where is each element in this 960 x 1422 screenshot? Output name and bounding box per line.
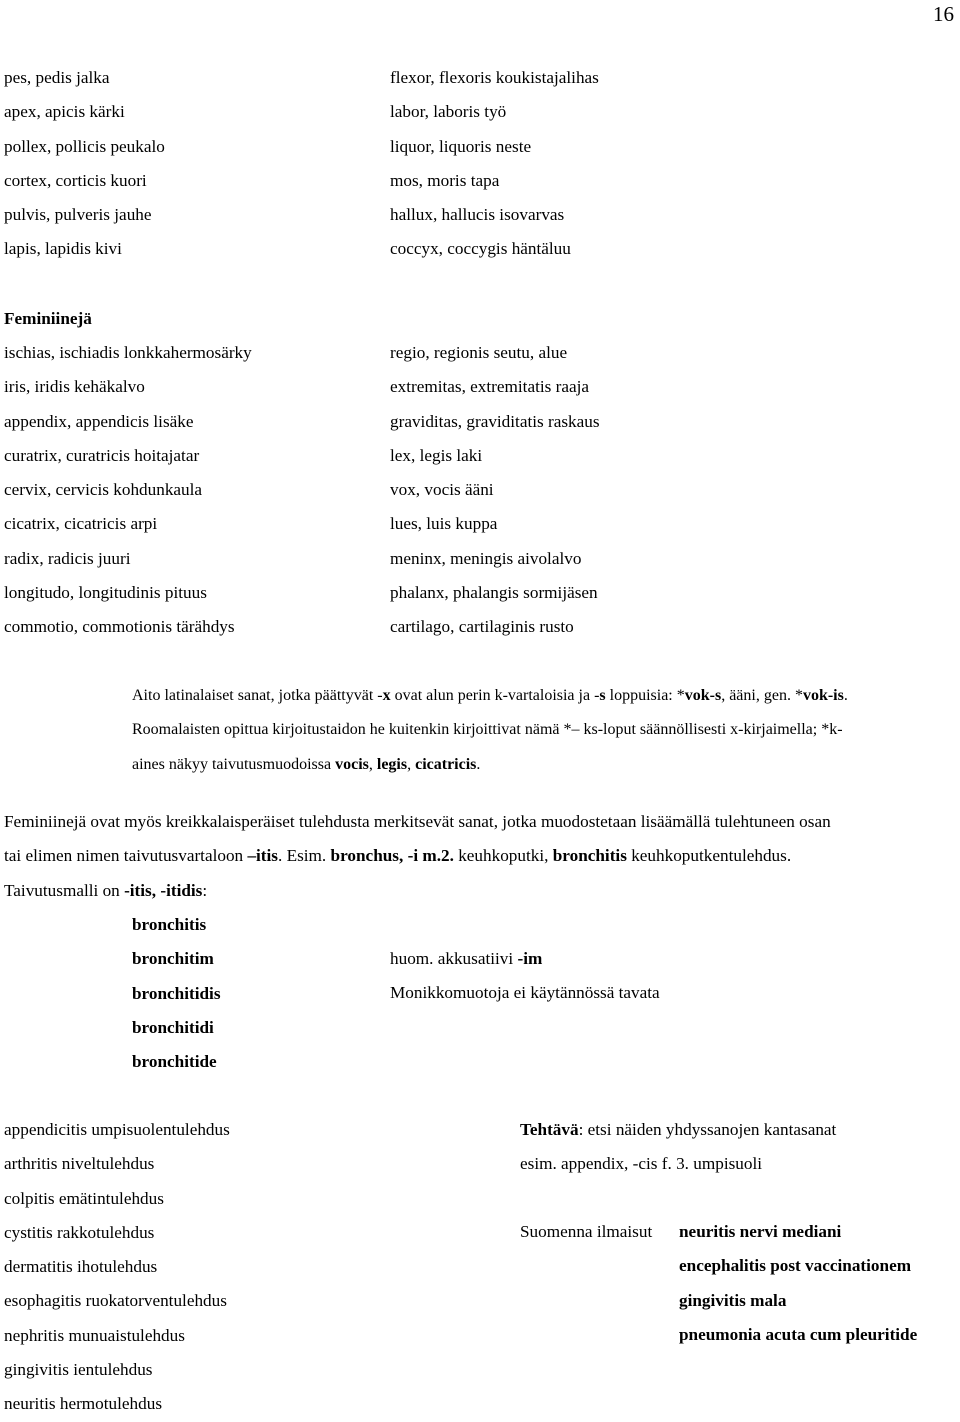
- vocab-item: arthritis niveltulehdus: [4, 1154, 155, 1174]
- vocab-item: coccyx, coccygis häntäluu: [390, 239, 571, 259]
- vocab-item: lues, luis kuppa: [390, 514, 498, 534]
- vocab-item: cartilago, cartilaginis rusto: [390, 617, 574, 637]
- latin-phrase: pneumonia acuta cum pleuritide: [679, 1324, 918, 1344]
- vocab-item: cystitis rakkotulehdus: [4, 1222, 155, 1242]
- vocab-item: pes, pedis jalka: [4, 68, 110, 87]
- note-line: Aito latinalaiset sanat, jotka päättyvät -x ovat alun perin k-vartaloisia ja -s loppuisia: *vok-s, ääni, gen. *vok-is.: [132, 687, 848, 704]
- paragraph-line: tai elimen nimen taivutusvartaloon –itis. Esim. bronchus, -i m.2. keuhkoputki, bronchitis keuhkoputkentulehdus.: [4, 846, 792, 866]
- task-example: esim. appendix, -cis f. 3. umpisuoli: [520, 1154, 763, 1173]
- vocab-item: curatrix, curatricis hoitajatar: [4, 445, 200, 465]
- vocab-item: liquor, liquoris neste: [390, 136, 532, 156]
- vocab-item: appendicitis umpisuolentulehdus: [4, 1120, 230, 1139]
- etymology-note: [132, 679, 952, 782]
- vocab-item: radix, radicis juuri: [4, 548, 131, 568]
- vocab-item: hallux, hallucis isovarvas: [390, 205, 565, 225]
- paradigm-form: bronchitide: [132, 1052, 217, 1072]
- vocab-item: commotio, commotionis tärähdys: [4, 617, 235, 637]
- vocab-item: phalanx, phalangis sormijäsen: [390, 583, 598, 603]
- top-right-column: [390, 61, 599, 267]
- paradigm-form: bronchitis: [132, 915, 207, 934]
- vocab-item: vox, vocis ääni: [390, 480, 494, 500]
- vocab-item: labor, laboris työ: [390, 102, 507, 122]
- accusative-note: huom. akkusatiivi -im: [390, 949, 543, 968]
- vocab-item: ischias, ischiadis lonkkahermosärky: [4, 343, 252, 362]
- paradigm-form: bronchitidis: [132, 983, 221, 1003]
- paradigm-form: bronchitim: [132, 949, 214, 969]
- latin-phrase: neuritis nervi mediani: [679, 1222, 842, 1241]
- main-paragraph: [4, 805, 958, 908]
- vocab-item: apex, apicis kärki: [4, 102, 125, 122]
- vocab-item: lapis, lapidis kivi: [4, 239, 122, 259]
- vocab-item: dermatitis ihotulehdus: [4, 1257, 158, 1277]
- translate-label: Suomenna ilmaisut: [520, 1222, 653, 1241]
- vocab-item: mos, moris tapa: [390, 170, 500, 190]
- vocab-item: regio, regionis seutu, alue: [390, 343, 568, 362]
- section-heading: Feminiinejä: [4, 309, 92, 328]
- task-instruction: Tehtävä: etsi näiden yhdyssanojen kantasanat: [520, 1120, 837, 1139]
- vocab-item: extremitas, extremitatis raaja: [390, 377, 589, 397]
- vocab-item: appendix, appendicis lisäke: [4, 411, 194, 431]
- paragraph-line: Taivutusmalli on -itis, -itidis:: [4, 880, 208, 900]
- page-number: 16: [933, 2, 954, 26]
- latin-phrase: encephalitis post vaccinationem: [679, 1256, 912, 1276]
- paradigm-list: [132, 908, 221, 1079]
- vocab-item: cervix, cervicis kohdunkaula: [4, 480, 203, 500]
- vocab-item: nephritis munuaistulehdus: [4, 1325, 185, 1345]
- inflammation-list: [4, 1113, 230, 1422]
- note-line: Roomalaisten opittua kirjoitustaidon he kuitenkin kirjoittivat nämä *– ks-loput säännöllisesti x-kirjaimella; *k-: [132, 721, 843, 739]
- paradigm-form: bronchitidi: [132, 1017, 214, 1037]
- vocab-item: neuritis hermotulehdus: [4, 1394, 163, 1414]
- vocab-item: flexor, flexoris koukistajalihas: [390, 68, 599, 87]
- feminine-right-column: [390, 336, 600, 645]
- vocab-item: iris, iridis kehäkalvo: [4, 377, 145, 397]
- vocab-item: esophagitis ruokatorventulehdus: [4, 1291, 227, 1311]
- latin-phrase: gingivitis mala: [679, 1290, 787, 1310]
- vocab-item: cortex, corticis kuori: [4, 170, 147, 190]
- translate-phrases: [679, 1215, 917, 1352]
- vocab-item: cicatrix, cicatricis arpi: [4, 514, 158, 534]
- vocab-item: graviditas, graviditatis raskaus: [390, 411, 600, 431]
- feminine-left-column: [4, 336, 252, 645]
- paragraph-line: Feminiinejä ovat myös kreikkalaisperäiset tulehdusta merkitsevät sanat, jotka muodostetaan lisäämällä tulehtuneen osan: [4, 812, 831, 831]
- vocab-item: meninx, meningis aivolalvo: [390, 548, 582, 568]
- vocab-item: lex, legis laki: [390, 445, 483, 465]
- top-left-column: [4, 61, 165, 267]
- vocab-item: longitudo, longitudinis pituus: [4, 583, 207, 603]
- vocab-item: gingivitis ientulehdus: [4, 1360, 153, 1380]
- plural-note: Monikkomuotoja ei käytännössä tavata: [390, 983, 660, 1002]
- vocab-item: colpitis emätintulehdus: [4, 1188, 164, 1208]
- note-line: aines näkyy taivutusmuodoissa vocis, legis, cicatricis.: [132, 755, 481, 773]
- vocab-item: pulvis, pulveris jauhe: [4, 205, 152, 225]
- vocab-item: pollex, pollicis peukalo: [4, 136, 165, 156]
